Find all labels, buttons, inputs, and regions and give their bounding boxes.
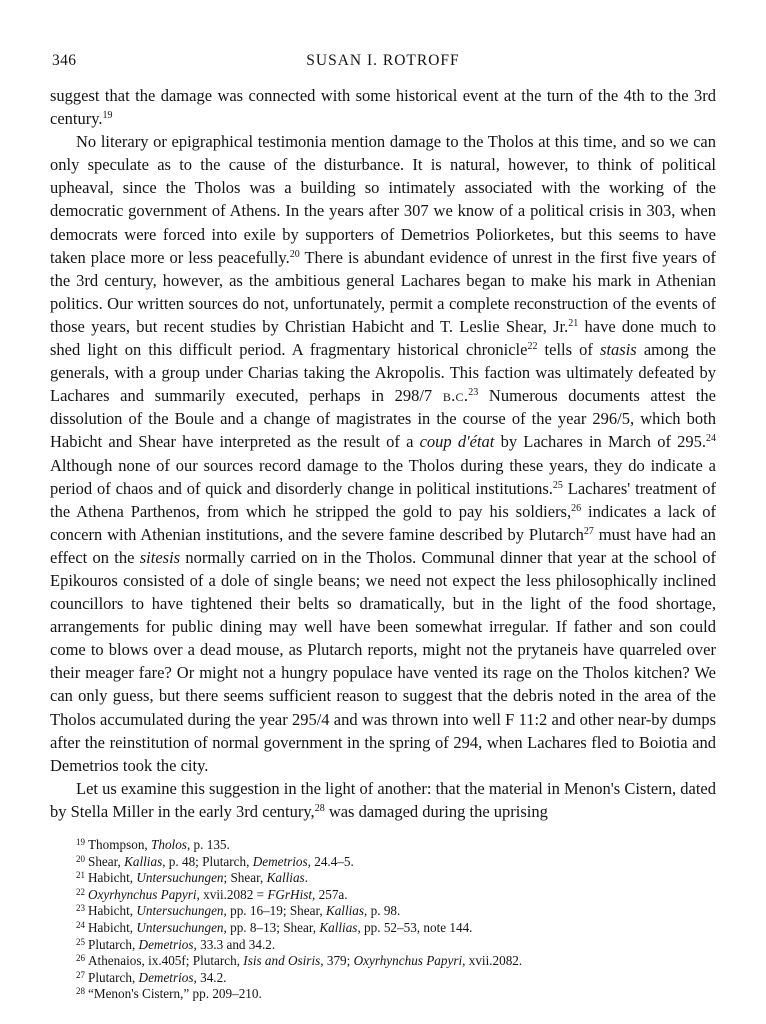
page-number: 346 <box>52 52 77 69</box>
footnote-ref-19[interactable]: 19 <box>102 110 113 122</box>
footnote: $^{26}$ Athenaios, ix.405f; Plutarch, Isis and Osiris, 379; Oxyrhynchus Papyri, xvii.2082. <box>76 953 523 969</box>
footnote-ref-21[interactable]: 21 <box>568 317 579 329</box>
paragraph-3: Let us examine this suggestion in the light of another: that the material in Menon's Cistern, dated by Stella Miller in the early 3rd century,$^{28}$ was damaged during the uprising <box>50 778 716 821</box>
footnote: $^{20}$ Shear, Kallias, p. 48; Plutarch, Demetrios, 24.4–5. <box>76 853 354 869</box>
footnote: $^{28}$ “Menon's Cistern,” pp. 209–210. <box>76 986 262 1002</box>
paragraph-2: No literary or epigraphical testimonia mention damage to the Tholos at this time, and so we can only speculate as to the cause of the disturbance. It is natural, however, to think of political upheaval, since the Tholos was a building so intimately associated with the working of the democratic government of Athens. In the years after 307 we know of a political crisis in 303, when democrats were forced into exile by supporters of Demetrios Poliorketes, but this seems to have taken place more or less peacefully.$^{20}$ There is abundant evidence of unrest in the first five years of the 3rd century, however, as the ambitious general Lachares began to make his mark in Athenian politics. Our written sources do not, unfortunately, permit a complete reconstruction of the events of those years, but recent studies by Christian Habicht and T. Leslie Shear, Jr.$^{21}$ have done much to shed light on this difficult period. A fragmentary historical chronicle$^{22}$ tells of stasis among the generals, with a group under Charias taking the Akropolis. This faction was ultimately defeated by Lachares and summarily executed, perhaps in 298/7 b.c.$^{23}$ Numerous documents attest the dissolution of the Boule and a change of magistrates in the course of the year 296/5, which both Habicht and Shear have interpreted as the result of a coup d'état by Lachares in March of 295.24 Although none of our sources record damage to the Tholos during these years, they do indicate a period of chaos and of quick and disorderly change in political institutions.$^{25}$ Lachares' treatment of the Athena Parthenos, from which he stripped the gold to pay his soldiers,$^{26}$ indicates a lack of concern with Athenian institutions, and the severe famine described by Plutarch$^{27}$ must have had an effect on the sitesis normally carried on in the Tholos. Communal dinner that year at the school of Epikouros consisted of a dole of single beans; we need not expect the less philosophically inclined councillors to have tightened their belts so dramatically, but in the light of the food shortage, arrangements for public dining may well have been somewhat irregular. If father and son could come to blows over a dead mouse, as Plutarch reports, might not the prytaneis have quarreled over their meager fare? Or might not a hungry populace have vented its rage on the Tholos kitchen? We can only guess, but there seems sufficient reason to suggest that the debris noted in the area of the Tholos accumulated during the year 295/4 and was thrown into well F 11:2 and other near-by dumps after the reinstitution of normal government in the spring of 294, when Lachares fled to Boiotia and Demetrios took the city. <box>50 132 717 775</box>
footnote-ref-22[interactable]: 22 <box>527 341 538 353</box>
footnote: $^{21}$ Habicht, Untersuchungen; Shear, Kallias. <box>76 870 308 886</box>
footnote: $^{27}$ Plutarch, Demetrios, 34.2. <box>76 969 227 985</box>
footnote: $^{19}$ Thompson, Tholos, p. 135. <box>76 837 230 852</box>
body-text <box>50 84 716 823</box>
footnote-ref-20[interactable]: 20 <box>289 248 300 260</box>
footnote-ref-26[interactable]: 26 <box>571 502 582 514</box>
footnote: $^{23}$ Habicht, Untersuchungen, pp. 16–19; Shear, Kallias, p. 98. <box>76 903 401 919</box>
footnote: $^{24}$ Habicht, Untersuchungen, pp. 8–13; Shear, Kallias, pp. 52–53, note 144. <box>76 919 473 935</box>
footnotes <box>50 837 716 1003</box>
footnote-ref-28[interactable]: 28 <box>314 802 325 814</box>
page-header <box>50 46 716 70</box>
footnote-ref-25[interactable]: 25 <box>552 479 563 491</box>
running-head: SUSAN I. ROTROFF <box>306 52 460 69</box>
paragraph-1: suggest that the damage was connected with some historical event at the turn of the 4th to the 3rd century.$^{19}$ <box>50 86 716 129</box>
footnote-ref-24[interactable]: 24 <box>706 433 716 445</box>
footnote-ref-27[interactable]: 27 <box>583 525 594 537</box>
footnote: $^{22}$ Oxyrhynchus Papyri, xvii.2082 = FGrHist, 257a. <box>76 886 348 902</box>
footnote: $^{25}$ Plutarch, Demetrios, 33.3 and 34.2. <box>76 936 276 952</box>
footnote-ref-23[interactable]: 23 <box>468 387 479 399</box>
